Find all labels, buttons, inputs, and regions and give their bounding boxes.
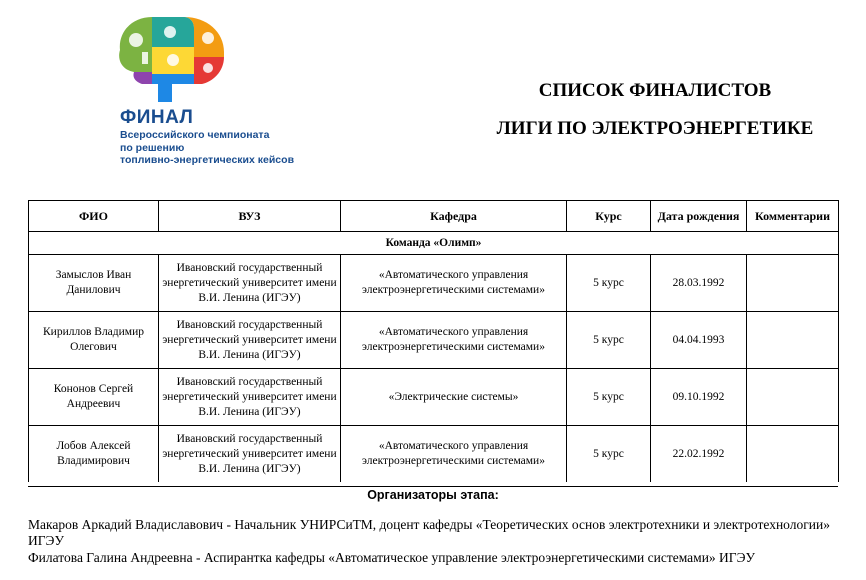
cell-fio: Замыслов Иван Данилович: [29, 255, 159, 312]
logo-subtitle-line: топливно-энергетических кейсов: [120, 154, 295, 166]
organizer-entry: Филатова Галина Андреевна - Аспирантка кафедры «Автоматическое управление электроэнергетическими системами» ИГЭУ: [28, 550, 756, 565]
finalists-table: [28, 200, 839, 482]
header-comments: Комментарии: [747, 201, 839, 232]
team-name: Команда «Олимп»: [29, 232, 839, 255]
cell-fio: Кириллов Владимир Олегович: [29, 312, 159, 369]
cell-vuz: Ивановский государственный энергетический университет имени В.И. Ленина (ИГЭУ): [159, 312, 341, 369]
logo-title: ФИНАЛ: [120, 107, 194, 128]
organizers-title: Организаторы этапа:: [367, 488, 499, 502]
cell-kurs: 5 курс: [567, 369, 651, 426]
cell-kurs: 5 курс: [567, 255, 651, 312]
cell-comment: [747, 312, 839, 369]
organizer-entry: Макаров Аркадий Владиславович - Начальник УНИРСиТМ, доцент кафедры «Теоретических основ электротехники и электротехнологии» ИГЭУ: [28, 517, 830, 548]
header-kafedra: Кафедра: [341, 201, 567, 232]
cell-fio: Лобов Алексей Владимирович: [29, 426, 159, 483]
cell-kurs: 5 курс: [567, 312, 651, 369]
cell-kafedra: «Электрические системы»: [341, 369, 567, 426]
brain-logo-icon: [112, 12, 232, 107]
header-vuz: ВУЗ: [159, 201, 341, 232]
cell-vuz: Ивановский государственный энергетический университет имени В.И. Ленина (ИГЭУ): [159, 426, 341, 483]
logo-subtitle-line: Всероссийского чемпионата: [120, 129, 270, 141]
table-row: [29, 255, 839, 312]
cell-date: 04.04.1993: [651, 312, 747, 369]
table-row: [29, 369, 839, 426]
cell-comment: [747, 369, 839, 426]
table-header-row: [29, 201, 839, 232]
cell-kafedra: «Автоматического управления электроэнергетическими системами»: [341, 426, 567, 483]
cell-date: 22.02.1992: [651, 426, 747, 483]
logo-subtitle-line: по решению: [120, 141, 185, 154]
cell-kafedra: «Автоматического управления электроэнергетическими системами»: [341, 312, 567, 369]
table-row: [29, 312, 839, 369]
cell-comment: [747, 426, 839, 483]
cell-fio: Кононов Сергей Андреевич: [29, 369, 159, 426]
logo-subtitle: [120, 129, 320, 167]
table-bottom-rule: [28, 486, 838, 487]
cell-date: 28.03.1992: [651, 255, 747, 312]
cell-comment: [747, 255, 839, 312]
header-birthdate: Дата рождения: [651, 201, 747, 232]
page-title-line1: СПИСОК ФИНАЛИСТОВ: [538, 80, 772, 101]
logo: [112, 12, 312, 172]
team-row: [29, 232, 839, 255]
table-row: [29, 426, 839, 483]
header-fio: ФИО: [29, 201, 159, 232]
cell-vuz: Ивановский государственный энергетический университет имени В.И. Ленина (ИГЭУ): [159, 255, 341, 312]
cell-kafedra: «Автоматического управления электроэнергетическими системами»: [341, 255, 567, 312]
cell-date: 09.10.1992: [651, 369, 747, 426]
header-kurs: Курс: [567, 201, 651, 232]
cell-vuz: Ивановский государственный энергетический университет имени В.И. Ленина (ИГЭУ): [159, 369, 341, 426]
cell-kurs: 5 курс: [567, 426, 651, 483]
page-title-line2: ЛИГИ ПО ЭЛЕКТРОЭНЕРГЕТИКЕ: [496, 118, 814, 139]
